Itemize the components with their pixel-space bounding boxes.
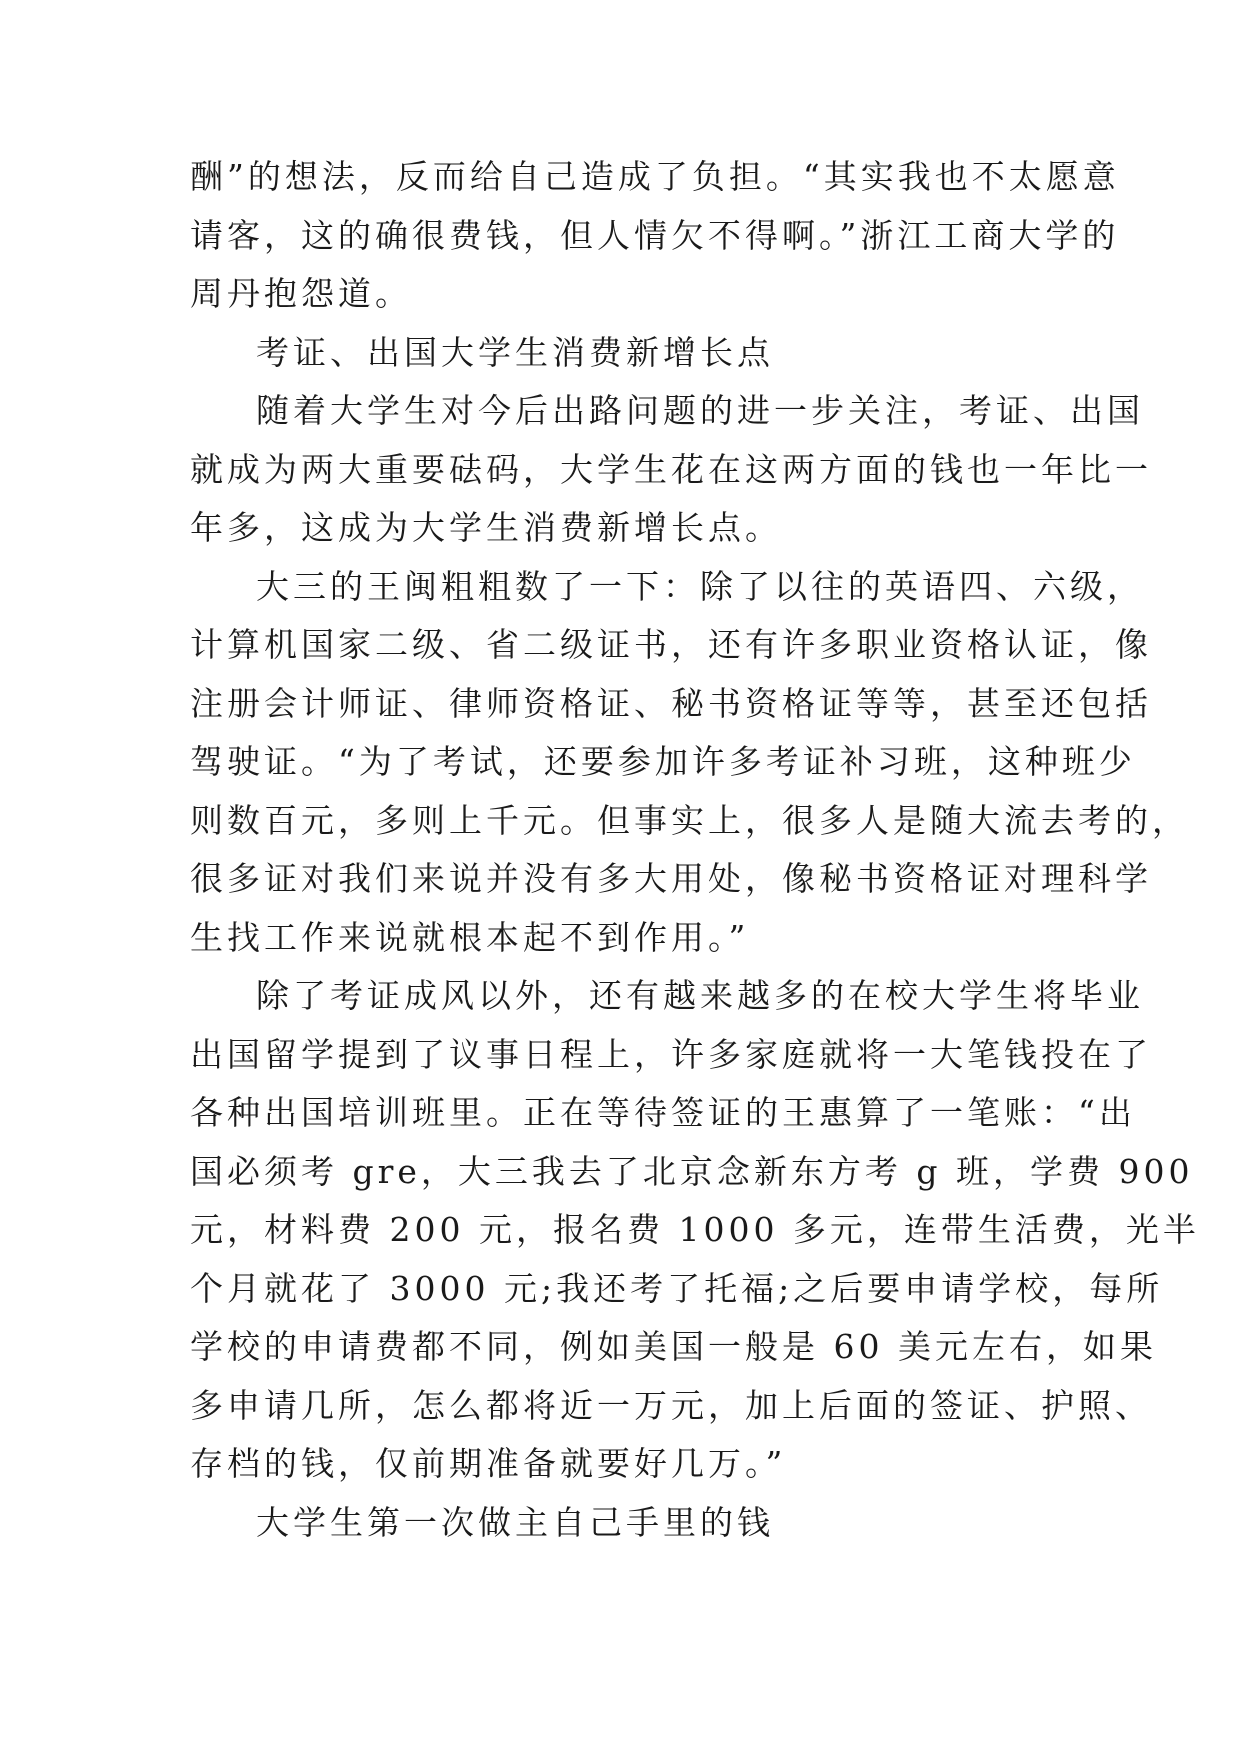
section-heading: 大学生第一次做主自己手里的钱 (256, 1502, 774, 1542)
paragraph-first-line: 大三的王闽粗粗数了一下：除了以往的英语四、六级， (256, 566, 1144, 606)
text-line: 周丹抱怨道。 (190, 274, 412, 313)
paragraph-first-line: 除了考证成风以外，还有越来越多的在校大学生将毕业 (256, 976, 1144, 1015)
text-line: 很多证对我们来说并没有多大用处，像秘书资格证对理科学 (190, 859, 1152, 898)
text-line: 出国留学提到了议事日程上，许多家庭就将一大笔钱投在了 (190, 1034, 1152, 1074)
text-line: 存档的钱，仅前期准备就要好几万。” (190, 1444, 787, 1483)
text-line: 就成为两大重要砝码，大学生花在这两方面的钱也一年比一 (190, 449, 1152, 489)
text-line: 国必须考 gre，大三我去了北京念新东方考 g 班，学费 900 (190, 1151, 1194, 1191)
text-line: 酬”的想法，反而给自己造成了负担。“其实我也不太愿意 (190, 157, 1120, 196)
text-line: 多申请几所，怎么都将近一万元，加上后面的签证、护照、 (190, 1385, 1152, 1425)
text-line: 个月就花了 3000 元;我还考了托福;之后要申请学校，每所 (190, 1268, 1164, 1308)
text-line: 驾驶证。“为了考试，还要参加许多考证补习班，这种班少 (190, 742, 1136, 781)
section-heading: 考证、出国大学生消费新增长点 (256, 332, 774, 372)
text-line: 年多，这成为大学生消费新增长点。 (190, 508, 782, 547)
text-line: 则数百元，多则上千元。但事实上，很多人是随大流去考的， (190, 800, 1189, 840)
paragraph-first-line: 随着大学生对今后出路问题的进一步关注，考证、出国 (256, 391, 1144, 430)
text-line: 生找工作来说就根本起不到作用。” (190, 917, 750, 957)
text-line: 计算机国家二级、省二级证书，还有许多职业资格认证，像 (190, 625, 1152, 664)
text-line: 元，材料费 200 元，报名费 1000 多元，连带生活费，光半 (190, 1210, 1200, 1249)
text-line: 注册会计师证、律师资格证、秘书资格证等等，甚至还包括 (190, 683, 1152, 723)
text-line: 学校的申请费都不同，例如美国一般是 60 美元左右，如果 (190, 1327, 1157, 1366)
text-line: 各种出国培训班里。正在等待签证的王惠算了一笔账：“出 (190, 1093, 1136, 1132)
document-body (190, 148, 1200, 1552)
text-line: 请客，这的确很费钱，但人情欠不得啊。”浙江工商大学的 (190, 215, 1120, 255)
